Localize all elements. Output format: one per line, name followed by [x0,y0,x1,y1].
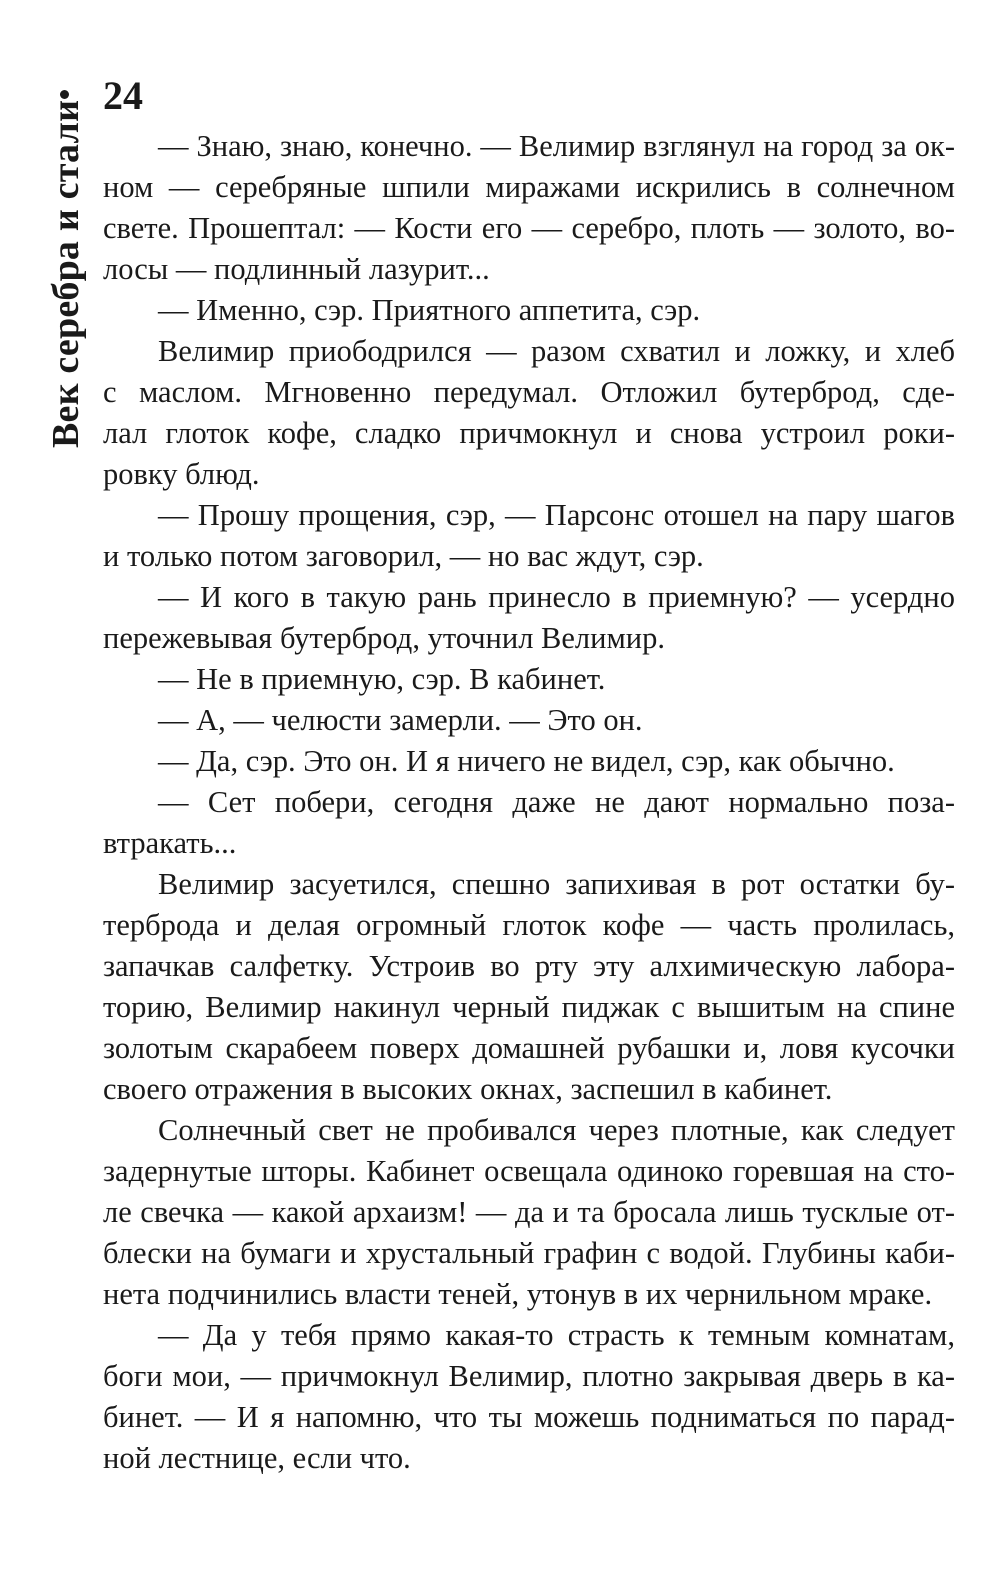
text-line: боги мои, — причмокнул Велимир, плотно закрывая дверь в ка- [103,1359,955,1393]
text-line: запачкав салфетку. Устроив во рту эту алхимическую лабора- [103,949,955,983]
text-line: свете. Прошептал: — Кости его — серебро, плоть — золото, во- [103,211,955,245]
text-line: торию, Велимир накинул черный пиджак с вышитым на спине [103,990,955,1024]
text-line: ном — серебряные шпили миражами искрились в солнечном [103,170,955,204]
text-line: — А, — челюсти замерли. — Это он. [158,703,643,737]
text-line: и только потом заговорил, — но вас ждут, сэр. [103,539,704,573]
text-line: нета подчинились власти теней, утонув в их чернильном мраке. [103,1277,933,1311]
text-line: — Да, сэр. Это он. И я ничего не видел, сэр, как обычно. [158,744,895,778]
text-line: бинет. — И я напомню, что ты можешь подниматься по парад- [103,1400,955,1434]
body-text [103,126,955,1479]
text-line: ровку блюд. [103,457,260,491]
text-line: лал глоток кофе, сладко причмокнул и снова устроил роки- [103,416,955,450]
text-line: ле свечка — какой архаизм! — да и та бросала лишь тусклые от- [103,1195,955,1229]
running-title: Век серебра и стали [45,99,87,448]
text-line: с маслом. Мгновенно передумал. Отложил бутерброд, сде- [103,375,955,409]
text-line: — Сет побери, сегодня даже не дают нормально поза- [158,785,955,819]
text-line: Солнечный свет не пробивался через плотные, как следует [158,1113,955,1147]
text-line: Велимир приободрился — разом схватил и ложку, и хлеб [158,334,955,368]
text-line: — И кого в такую рань принесло в приемную? — усердно [158,580,955,614]
text-line: — Знаю, знаю, конечно. — Велимир взглянул на город за ок- [158,129,955,163]
header-bullet [60,90,69,99]
text-line: — Да у тебя прямо какая-то страсть к темным комнатам, [158,1318,955,1352]
text-line: терброда и делая огромный глоток кофе — часть пролилась, [103,908,955,942]
text-line: ной лестнице, если что. [103,1441,411,1475]
text-line: пережевывая бутерброд, уточнил Велимир. [103,621,665,655]
text-line: лосы — подлинный лазурит... [103,252,490,286]
text-line: золотым скарабеем поверх домашней рубашки и, ловя кусочки [103,1031,955,1065]
text-line: блески на бумаги и хрустальный графин с водой. Глубины каби- [103,1236,955,1270]
text-line: задернутые шторы. Кабинет освещала одиноко горевшая на сто- [103,1154,955,1188]
text-line: своего отражения в высоких окнах, заспешил в кабинет. [103,1072,833,1106]
text-line: втракать... [103,826,237,860]
text-line: — Прошу прощения, сэр, — Парсонс отошел на пару шагов [158,498,955,532]
page-number: 24 [103,73,143,118]
text-line: — Не в приемную, сэр. В кабинет. [158,662,606,696]
text-line: Велимир засуетился, спешно запихивая в рот остатки бу- [158,867,955,901]
text-line: — Именно, сэр. Приятного аппетита, сэр. [158,293,701,327]
